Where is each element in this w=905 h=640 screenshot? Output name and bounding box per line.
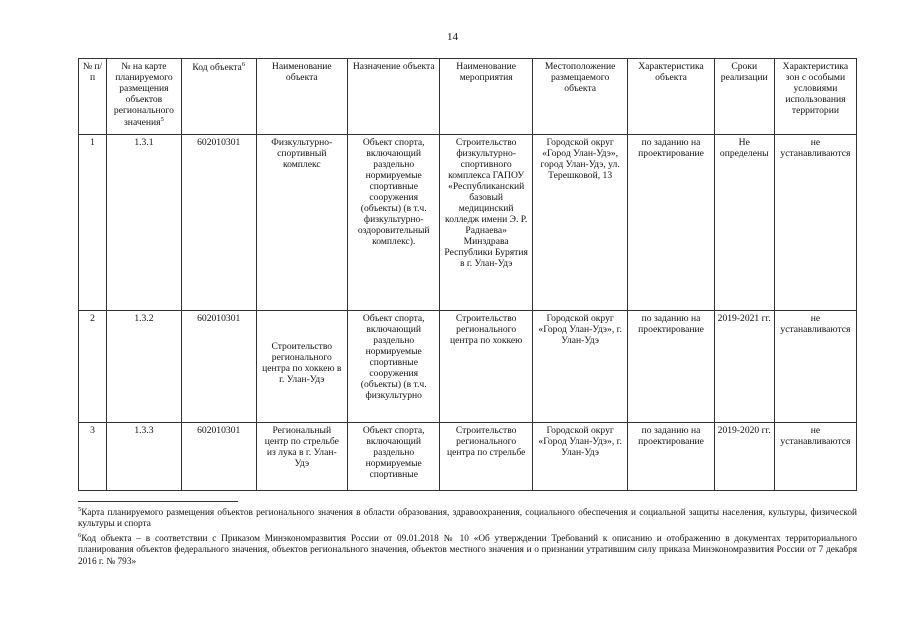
footnote-text: Карта планируемого размещения объектов регионального значения в области образования, здравоохранения, социального обеспечения и социальной защиты населения, культуры, физической культуры и спорта <box>78 508 857 530</box>
cell-location: Городской округ «Город Улан-Удэ», г. Улан-Удэ <box>532 423 628 491</box>
footnotes <box>78 506 857 569</box>
cell-map-num: 1.3.3 <box>107 423 182 491</box>
cell-purpose: Объект спорта, включающий раздельно нормируемые спортивные <box>348 423 440 491</box>
table-row <box>79 135 857 311</box>
cell-location: Городской округ «Город Улан-Удэ», город Улан-Удэ, ул. Терешковой, 13 <box>532 135 628 311</box>
cell-zones: не устанавливаются <box>774 311 856 423</box>
cell-name <box>256 311 347 423</box>
cell-name-text: Строительство регионального центра по хоккею в г. Улан-Удэ <box>262 341 342 386</box>
col-header-location: Местоположение размещаемого объекта <box>532 59 628 135</box>
page-number: 14 <box>447 31 458 43</box>
footnote-6 <box>78 532 857 568</box>
cell-code: 602010301 <box>181 423 256 491</box>
col-header-map-num: № на карте планируемого размещения объектов регионального значения$^5$ <box>107 59 182 135</box>
col-header-period: Сроки реализации <box>714 59 774 135</box>
footnote-divider <box>78 501 238 502</box>
footnote-mark: 6 <box>78 531 82 539</box>
cell-characteristic: по заданию на проектирование <box>628 311 714 423</box>
col-header-zones: Характеристика зон с особыми условиями использования территории <box>774 59 856 135</box>
footnote-text: Код объекта – в соответствии с Приказом Минэкономразвития России от 09.01.2018 № 10 «Об утверждении Требований к описанию и отображению в документах территориального планирования объектов федерального значения, объектов регионального значения, объектов местного значения и о признании утратившим силу приказа Минэкономразвития России от 7 декабря 2016 г. № 793» <box>78 533 857 567</box>
cell-map-num: 1.3.1 <box>107 135 182 311</box>
cell-map-num: 1.3.2 <box>107 311 182 423</box>
col-header-name: Наименование объекта <box>256 59 347 135</box>
cell-location: Городской округ «Город Улан-Удэ», г. Улан-Удэ <box>532 311 628 423</box>
cell-measure: Строительство физкультурно-спортивного комплекса ГАПОУ «Республиканский базовый медицинский колледж имени Э. Р. Раднаева» Минздрава Республики Бурятия в г. Улан-Удэ <box>440 135 532 311</box>
cell-name: Физкультурно-спортивный комплекс <box>256 135 347 311</box>
cell-period: 2019-2020 гг. <box>714 423 774 491</box>
cell-purpose: Объект спорта, включающий раздельно нормируемые спортивные сооружения (объекты) (в т.ч. физкультурно-оздоровительный комплекс). <box>348 135 440 311</box>
footnote-mark: 5 <box>78 506 82 513</box>
col-header-purpose: Назначение объекта <box>348 59 440 135</box>
col-header-characteristic: Характеристика объекта <box>628 59 714 135</box>
cell-zones: не устанавливаются <box>774 135 856 311</box>
cell-num: 1 <box>79 135 107 311</box>
table-row <box>79 311 857 423</box>
cell-name: Региональный центр по стрельбе из лука в г. Улан-Удэ <box>256 423 347 491</box>
footnote-5 <box>78 506 857 531</box>
cell-code: 602010301 <box>181 311 256 423</box>
cell-code: 602010301 <box>181 135 256 311</box>
cell-characteristic: по заданию на проектирование <box>628 135 714 311</box>
objects-table <box>78 58 857 491</box>
col-header-code: Код объекта$^6$ <box>181 59 256 135</box>
cell-zones: не устанавливаются <box>774 423 856 491</box>
cell-period: Не определены <box>714 135 774 311</box>
cell-measure: Строительство регионального центра по хоккею <box>440 311 532 423</box>
col-header-measure: Наименование мероприятия <box>440 59 532 135</box>
table-header-row <box>79 59 857 135</box>
cell-characteristic: по заданию на проектирование <box>628 423 714 491</box>
table-row <box>79 423 857 491</box>
col-header-num: № п/п <box>79 59 107 135</box>
cell-num: 2 <box>79 311 107 423</box>
cell-period: 2019-2021 гг. <box>714 311 774 423</box>
cell-num: 3 <box>79 423 107 491</box>
cell-measure: Строительство регионального центра по стрельбе <box>440 423 532 491</box>
cell-purpose: Объект спорта, включающий раздельно нормируемые спортивные сооружения (объекты) (в т.ч. физкультурно <box>348 311 440 423</box>
